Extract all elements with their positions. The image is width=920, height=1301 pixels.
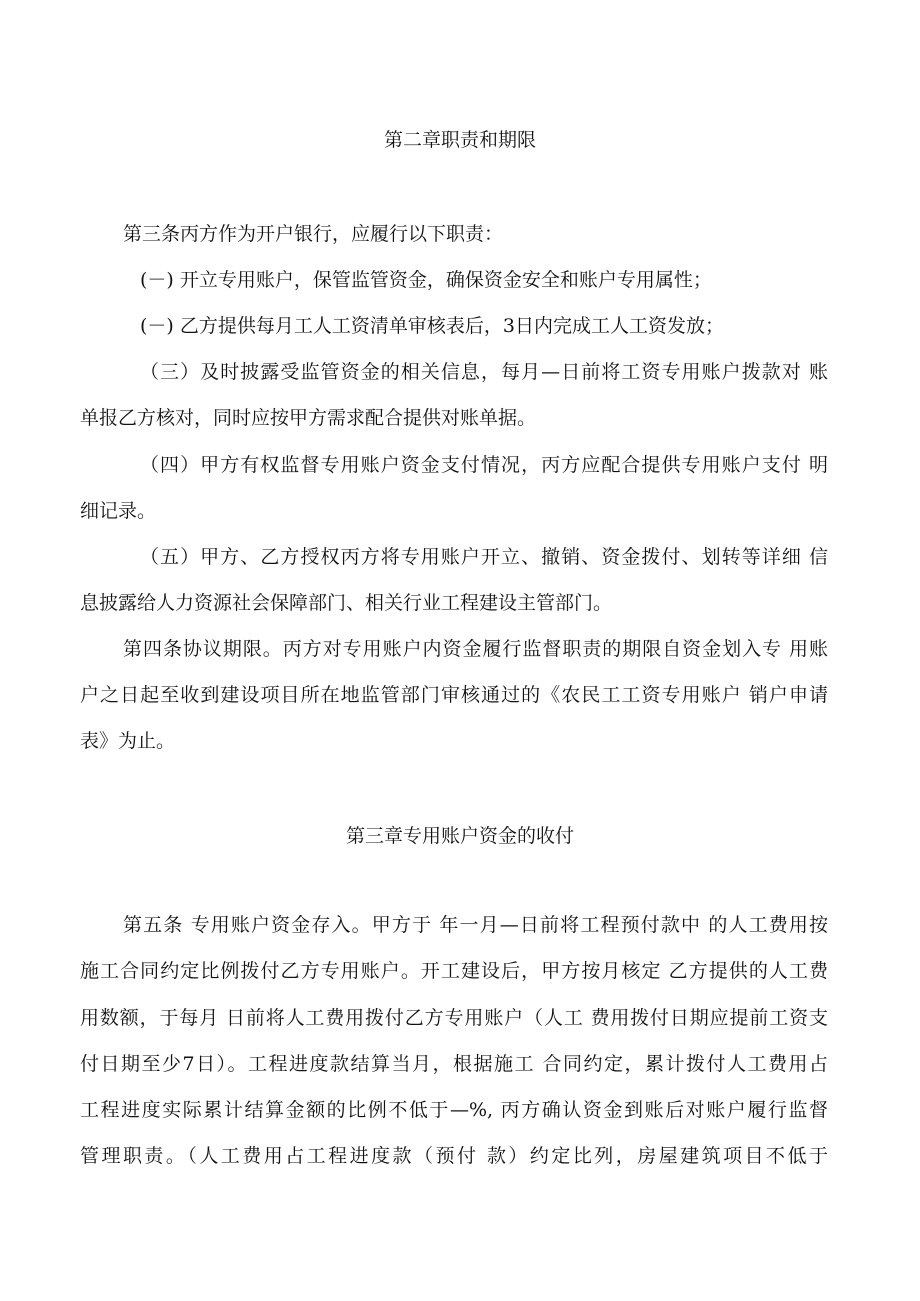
article-5-line-4: 付日期至少7日）。工程进度款结算当月，根据施工 合同约定，累计拨付人工费用占 [80,1053,828,1075]
article-3-item-1: (－) 开立专用账户，保管监管资金，确保资金安全和账户专用属性； [140,269,712,291]
article-4-line-1: 第四条协议期限。丙方对专用账户内资金履行监督职责的期限自资金划入专 用账 [123,638,828,660]
article-4-line-2: 户之日起至收到建设项目所在地监管部门审核通过的《农民工工资专用账户 销户申请 [80,684,828,706]
article-3-item-5-line-1: （五）甲方、乙方授权丙方将专用账户开立、撤销、资金拨付、划转等详细 信 [140,546,828,568]
article-3-item-4-line-2: 细记录。 [80,500,157,522]
chapter-2-title: 第二章职责和期限 [383,129,536,151]
article-3-item-5-line-2: 息披露给人力资源社会保障部门、相关行业工程建设主管部门。 [80,592,613,614]
article-5-line-6: 管理职责。（人工费用占工程进度款（预付 款）约定比列，房屋建筑项目不低于 [80,1145,828,1167]
article-4-line-3: 表》为止。 [80,730,176,752]
article-3-item-3-line-1: （三）及时披露受监管资金的相关信息，每月—日前将工资专用账户拨款对 账 [140,361,828,383]
article-3-item-2: (－) 乙方提供每月工人工资清单审核表后，3日内完成工人工资发放； [140,315,724,337]
article-5-line-5: 工程进度实际累计结算金额的比例不低于—%, 丙方确认资金到账后对账户履行监督 [80,1099,828,1121]
article-3-item-4-line-1: （四）甲方有权监督专用账户资金支付情况，丙方应配合提供专用账户支付 明 [140,454,828,476]
article-5-line-3: 用数额，于每月 日前将人工费用拨付乙方专用账户（人工 费用拨付日期应提前工资支 [80,1007,828,1029]
article-5-line-2: 施工合同约定比例拨付乙方专用账户。开工建设后，甲方按月核定 乙方提供的人工费 [80,960,828,982]
chapter-3-title: 第三章专用账户资金的收付 [345,825,574,847]
article-3-item-3-line-2: 单报乙方核对，同时应按甲方需求配合提供对账单据。 [80,407,537,429]
article-5-line-1: 第五条 专用账户资金存入。甲方于 年一月—日前将工程预付款中 的人工费用按 [123,914,828,936]
article-3-intro: 第三条丙方作为开户银行，应履行以下职责： [123,223,504,245]
